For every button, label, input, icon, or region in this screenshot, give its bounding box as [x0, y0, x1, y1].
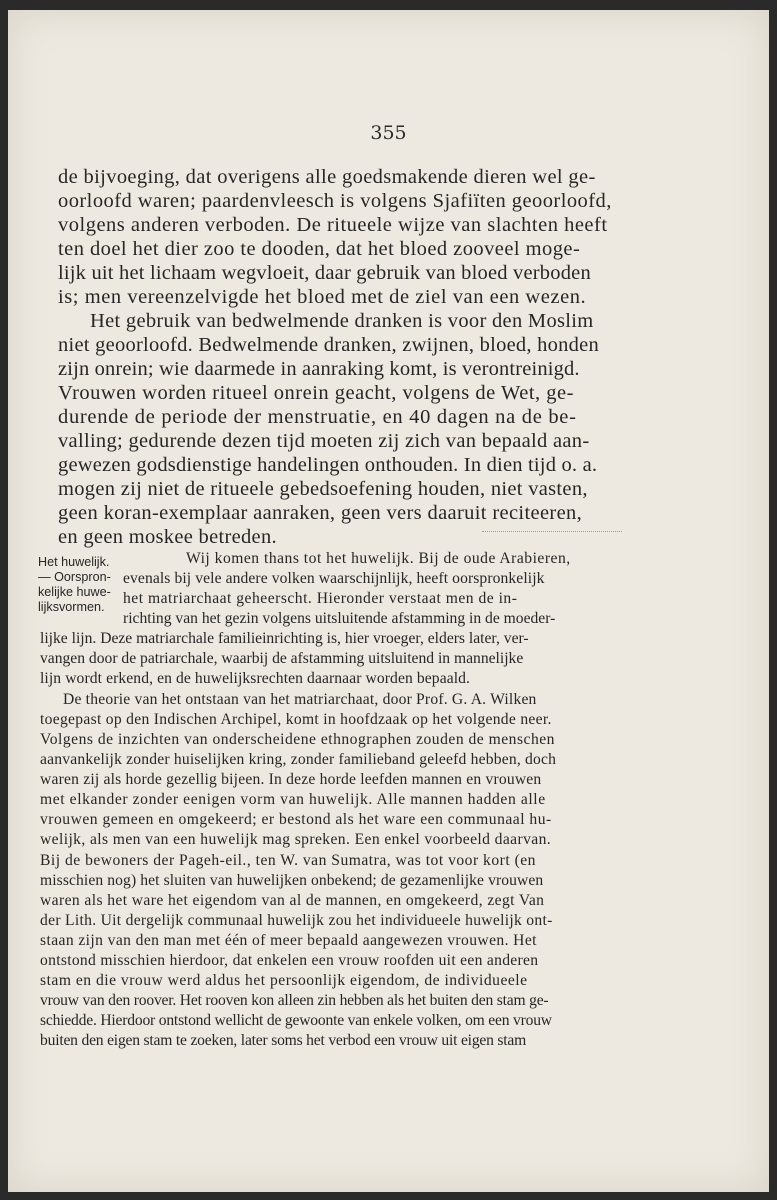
body-line: en geen moskee betreden. — [58, 526, 277, 548]
small-line: Bij de bewoners der Pageh-eil., ten W. van Sumatra, was tot voor kort (en — [40, 852, 536, 869]
small-line: richting van het gezin volgens uitsluitende afstamming in de moeder- — [123, 610, 556, 627]
small-line: waren zij als horde gezellig bijeen. In deze horde leefden mannen en vrouwen — [40, 771, 542, 788]
body-line: valling; gedurende dezen tijd moeten zij zich van bepaald aan- — [58, 430, 590, 452]
small-line: schiedde. Hierdoor ontstond wellicht de gewoonte van enkele volken, om een vrouw — [40, 1012, 552, 1029]
small-line: welijk, als men van een huwelijk mag spreken. Een enkel voorbeeld daarvan. — [40, 831, 552, 848]
small-line: Wij komen thans tot het huwelijk. Bij de oude Arabieren, — [186, 550, 571, 567]
small-line: vangen door de patriarchale, waarbij de afstamming uitsluitend in mannelijke — [40, 650, 524, 667]
small-line: Volgens de inzichten van onderscheidene ethnographen zouden de menschen — [40, 731, 555, 748]
small-line: met elkander zonder eenigen vorm van huwelijk. Alle mannen hadden alle — [40, 791, 546, 808]
small-line: lijke lijn. Deze matriarchale familieinrichting is, hier vroeger, elders later, ver- — [40, 630, 529, 647]
small-line: der Lith. Uit dergelijk communaal huwelijk zou het individueele huwelijk ont- — [40, 912, 553, 929]
small-line: vrouw van den roover. Het rooven kon alleen zin hebben als het buiten den stam ge- — [40, 992, 549, 1009]
body-line: Het gebruik van bedwelmende dranken is voor den Moslim — [90, 310, 594, 332]
small-line: vrouwen gemeen en omgekeerd; er bestond als het ware een communaal hu- — [40, 811, 552, 828]
body-line: durende de periode der menstruatie, en 40 dagen na de be- — [58, 406, 577, 428]
divider-dots — [482, 531, 622, 533]
body-line: Vrouwen worden ritueel onrein geacht, volgens de Wet, ge- — [58, 382, 574, 404]
body-line: gewezen godsdienstige handelingen onthouden. In dien tijd o. a. — [58, 454, 598, 476]
body-line: oorloofd waren; paardenvleesch is volgens Sjafiïten geoorloofd, — [58, 190, 612, 212]
small-line: De theorie van het ontstaan van het matriarchaat, door Prof. G. A. Wilken — [63, 691, 537, 708]
small-line: lijn wordt erkend, en de huwelijksrechten daarnaar worden bepaald. — [40, 670, 471, 687]
small-line: stam en die vrouw werd aldus het persoonlijk eigendom, de individueele — [40, 972, 528, 989]
body-line: volgens anderen verboden. De ritueele wijze van slachten heeft — [58, 214, 608, 236]
small-line: staan zijn van den man met één of meer bepaald aangewezen vrouwen. Het — [40, 932, 537, 949]
small-line: aanvankelijk zonder huiselijken kring, zonder familieband geleefd hebben, doch — [40, 751, 557, 768]
body-line: is; men vereenzelvigde het bloed met de ziel van een wezen. — [58, 286, 587, 308]
body-line: geen koran-exemplaar aanraken, geen vers daaruit reciteeren, — [58, 502, 583, 524]
small-line: misschien nog) het sluiten van huwelijken onbekend; de gezamenlijke vrouwen — [40, 872, 544, 889]
small-line: evenals bij vele andere volken waarschijnlijk, heeft oorspronkelijk — [123, 570, 545, 587]
small-line: het matriarchaat geheerscht. Hieronder verstaat men de in- — [123, 590, 518, 607]
page-number: 355 — [370, 122, 407, 144]
margin-note-line: — Oorspron- — [38, 570, 111, 584]
small-line: ontstond misschien hierdoor, dat enkelen een vrouw roofden uit een anderen — [40, 952, 539, 969]
body-line: lijk uit het lichaam wegvloeit, daar gebruik van bloed verboden — [58, 262, 591, 284]
body-line: ten doel het dier zoo te dooden, dat het bloed zooveel moge- — [58, 238, 581, 260]
margin-note — [38, 555, 118, 615]
margin-note-line: kelijke huwe- — [38, 585, 111, 599]
small-line: toegepast op den Indischen Archipel, komt in hoofdzaak op het volgende neer. — [40, 711, 552, 728]
body-line: zijn onrein; wie daarmede in aanraking komt, is verontreinigd. — [58, 358, 580, 380]
margin-note-line: Het huwelijk. — [38, 555, 110, 569]
small-line: buiten den eigen stam te zoeken, later soms het verbod een vrouw uit eigen stam — [40, 1032, 527, 1049]
body-line: mogen zij niet de ritueele gebedsoefening houden, niet vasten, — [58, 478, 588, 500]
body-line: niet geoorloofd. Bedwelmende dranken, zwijnen, bloed, honden — [58, 334, 600, 356]
small-line: waren als het ware het eigendom van al de mannen, en omgekeerd, zegt Van — [40, 892, 545, 909]
margin-note-line: lijksvormen. — [38, 600, 105, 614]
book-page — [8, 10, 769, 1192]
body-line: de bijvoeging, dat overigens alle goedsmakende dieren wel ge- — [58, 166, 596, 188]
